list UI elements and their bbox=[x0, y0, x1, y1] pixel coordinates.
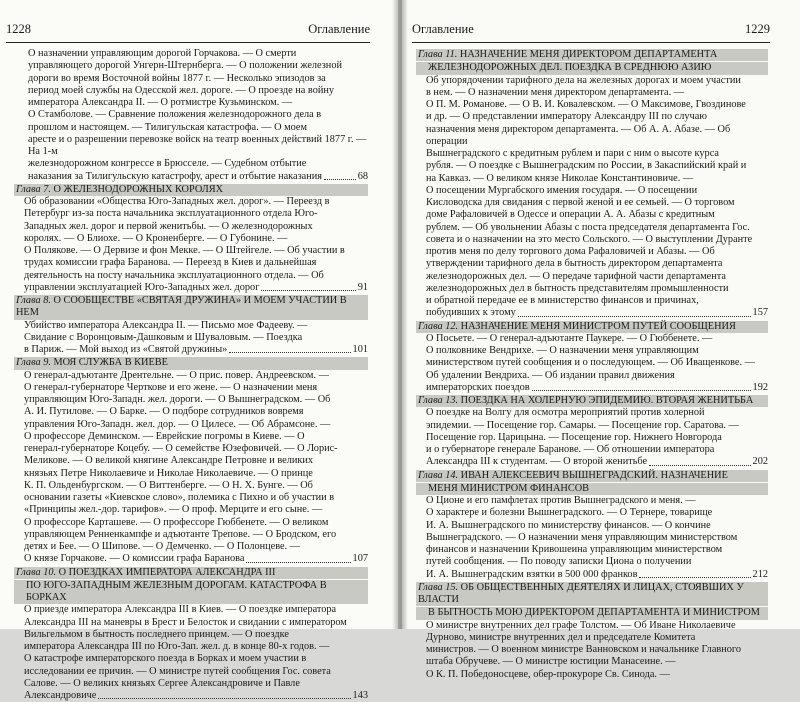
summary-line: управления Юго-Западн. жел. дор. — О Цилесе. — Об Абрамсоне. — bbox=[24, 419, 368, 431]
chapter-heading bbox=[14, 184, 368, 196]
page-ref: 202 bbox=[753, 456, 768, 468]
summary-line: путей сообщения. — По поводу записки Циона о получении bbox=[426, 556, 768, 568]
chapter-heading bbox=[416, 470, 768, 482]
summary-line: А. И. Путилове. — О Барке. — О подборе сотрудников вовремя bbox=[24, 406, 368, 418]
chapter-summary bbox=[14, 48, 368, 183]
summary-last-line bbox=[426, 456, 768, 468]
summary-line: императора Александра III по Юго-Зап. жел. д. в конце 80-х годов. — bbox=[24, 641, 368, 653]
dot-leader bbox=[261, 290, 355, 291]
summary-line: против меня по делу торгового дома Рафаловичей и Абазы. — Об bbox=[426, 246, 768, 258]
toc-entry bbox=[416, 470, 768, 581]
right-page bbox=[402, 0, 800, 629]
chapter-summary bbox=[416, 495, 768, 581]
summary-line: И. А. Вышнеградского по министерству финансов. — О кончине bbox=[426, 520, 768, 532]
summary-line: Об образовании «Общества Юго-Западных жел. дорог». — Переезд в bbox=[24, 196, 368, 208]
chapter-heading bbox=[14, 357, 368, 369]
dot-leader bbox=[246, 562, 350, 563]
summary-line: Об удалении Вендриха. — Об издании правил движения bbox=[426, 370, 768, 382]
chapter-heading bbox=[416, 582, 768, 607]
summary-last-line bbox=[24, 282, 368, 294]
summary-line: трудах комиссии графа Баранова. — Переезд в Киев и дальнейшая bbox=[24, 257, 368, 269]
summary-line: исследовании ее причин. — О министре путей сообщения Гос. совета bbox=[24, 666, 368, 678]
summary-line: Дурново, министре внутренних дел и председателе Комитета bbox=[426, 632, 768, 644]
summary-line: Западных жел. дорог и первой женитьбы. — О железнодорожных bbox=[24, 221, 368, 233]
summary-line: в Париж. — Мой выход из «Святой дружины» bbox=[24, 344, 227, 356]
summary-line: штаба Обручеве. — О министре юстиции Манасеине. — bbox=[426, 656, 768, 668]
summary-line: Об упорядочении тарифного дела на железных дорогах и моем участии bbox=[426, 75, 768, 87]
running-title: Оглавление bbox=[308, 22, 370, 37]
running-title: Оглавление bbox=[412, 22, 474, 37]
summary-line: И. А. Вышнеградским взятки в 500 000 франков bbox=[426, 569, 637, 581]
summary-line: и обратной передаче ее в министерство финансов и причинах, bbox=[426, 295, 768, 307]
chapter-heading bbox=[14, 580, 368, 605]
summary-last-line bbox=[426, 382, 768, 394]
summary-line: в нем. — О назначении меня директором департамента. — bbox=[426, 87, 768, 99]
summary-line: Убийство императора Александра II. — Письмо мое Фадееву. — bbox=[24, 320, 368, 332]
summary-line: и др. — О представлении императору Александру III по случаю bbox=[426, 111, 768, 123]
summary-line: детях и Бее. — О Шипове. — О Демченко. — О Полонцеве. — bbox=[24, 541, 368, 553]
summary-line: деятельность на посту начальника эксплуатационного отдела. — Об bbox=[24, 270, 368, 282]
page-ref: 143 bbox=[353, 690, 368, 702]
chapter-title-line: О ПОЕЗДКАХ ИМПЕРАТОРА АЛЕКСАНДРА III bbox=[59, 567, 276, 578]
dot-leader bbox=[532, 390, 751, 391]
summary-line: управляющем Ренненкампфе и адъютанте Трепове. — О Бродском, его bbox=[24, 529, 368, 541]
page-ref: 212 bbox=[753, 569, 768, 581]
summary-line: Меликове. — О великой княгине Александре Петровне и великих bbox=[24, 455, 368, 467]
summary-line: рубля. — О поездке с Вышнеградским по России, в Закаспийский край и bbox=[426, 160, 768, 172]
chapter-number: Глава 15. bbox=[418, 582, 458, 593]
summary-line: О приезде императора Александра III в Киев. — О поездке императора bbox=[24, 604, 368, 616]
summary-line: рублем. — Об увольнении Абазы с поста председателя департамента Гос. bbox=[426, 222, 768, 234]
summary-last-line bbox=[24, 553, 368, 565]
chapter-title-line: ПОЕЗДКА НА ХОЛЕРНУЮ ЭПИДЕМИЮ. ВТОРАЯ ЖЕНИТЬБА bbox=[461, 395, 754, 406]
summary-last-line bbox=[426, 569, 768, 581]
toc-entry bbox=[14, 357, 368, 565]
summary-line: О катастрофе императорского поезда в Борках и моем участии в bbox=[24, 653, 368, 665]
toc-entry bbox=[14, 184, 368, 294]
chapter-heading bbox=[14, 567, 368, 579]
dot-leader bbox=[98, 698, 350, 699]
page-number: 1229 bbox=[745, 22, 770, 37]
dot-leader bbox=[518, 316, 751, 317]
summary-line: О Полякове. — О Дервизе и фон Мекке. — О Штейгеле. — Об участии в bbox=[24, 245, 368, 257]
summary-line: основании газеты «Киевское слово», полемика с Пихно и об участии в bbox=[24, 492, 368, 504]
summary-line: О Ционе и его памфлетах против Вышнеградского и меня. — bbox=[426, 495, 768, 507]
chapter-title-line: О СООБЩЕСТВЕ «СВЯТАЯ ДРУЖИНА» И МОЕМ УЧАСТИИ В НЕМ bbox=[16, 295, 347, 318]
page-ref: 91 bbox=[358, 282, 368, 294]
summary-line: О Стамболове. — Сравнение положения железнодорожного дела в bbox=[28, 109, 368, 121]
toc-entry bbox=[14, 48, 368, 183]
summary-line: Салове. — О великих князьях Сергее Александровиче и Павле bbox=[24, 678, 368, 690]
header-rule bbox=[412, 42, 770, 43]
toc-entry bbox=[416, 582, 768, 681]
summary-line: «Принципы жел.-дор. тарифов». — О проф. Мерците и его сыне. — bbox=[24, 504, 368, 516]
summary-line: императора Александра II. — О ротмистре Кузьминском. — bbox=[28, 97, 368, 109]
chapter-title-line: ИВАН АЛЕКСЕЕВИЧ ВЫШНЕГРАДСКИЙ. НАЗНАЧЕНИЕ bbox=[461, 470, 728, 481]
summary-line: на Кавказ. — О великом князе Николае Константиновиче. — bbox=[426, 173, 768, 185]
summary-line: эпидемии. — Посещение гор. Самары. — Посещение гор. Саратова. — bbox=[426, 420, 768, 432]
summary-line: О К. П. Победоносцеве, обер-прокуроре Св. Синода. — bbox=[426, 669, 768, 681]
summary-line: Свидание с Воронцовым-Дашковым и Шуваловым. — Поездка bbox=[24, 332, 368, 344]
chapter-summary bbox=[416, 620, 768, 681]
chapter-title-line: О ЖЕЛЕЗНОДОРОЖНЫХ КОРОЛЯХ bbox=[54, 184, 224, 195]
summary-line: период моей службы на Одесской жел. дороге. — О проезде на войну bbox=[28, 85, 368, 97]
summary-line: Александра III на маневры в Брест и Белосток и свидании с императором bbox=[24, 617, 368, 629]
page-ref: 192 bbox=[753, 382, 768, 394]
summary-line: императорских поездов bbox=[426, 382, 530, 394]
dot-leader bbox=[649, 465, 750, 466]
chapter-summary bbox=[14, 370, 368, 566]
summary-line: Александра III к студентам. — О второй женитьбе bbox=[426, 456, 647, 468]
summary-line: побудивших к этому bbox=[426, 307, 516, 319]
summary-line: Вышнеградского с кредитным рублем и пари с ним о высоте курса bbox=[426, 148, 768, 160]
summary-line: О министре внутренних дел графе Толстом. — Об Иване Николаевиче bbox=[426, 620, 768, 632]
chapter-number: Глава 11. bbox=[418, 49, 457, 60]
header-rule bbox=[6, 42, 370, 43]
summary-line: О полковнике Вендрихе. — О назначении меня управляющим bbox=[426, 345, 768, 357]
summary-line: королях. — О Блиохе. — О Кроненберге. — О Губонине. — bbox=[24, 233, 368, 245]
chapter-title-line: НАЗНАЧЕНИЕ МЕНЯ ДИРЕКТОРОМ ДЕПАРТАМЕНТА bbox=[460, 49, 717, 60]
summary-line: управляющим Юго-Западн. жел. дороги. — О Вышнеградском. — Об bbox=[24, 394, 368, 406]
dot-leader bbox=[229, 352, 350, 353]
toc-entry bbox=[14, 567, 368, 702]
summary-line: О профессоре Деминском. — Еврейские погромы в Киеве. — О bbox=[24, 431, 368, 443]
chapter-title-line: ОБ ОБЩЕСТВЕННЫХ ДЕЯТЕЛЯХ И ЛИЦАХ, СТОЯВШИХ У ВЛАСТИ bbox=[418, 582, 744, 605]
summary-line: О генерал-адъютанте Дрентельне. — О прис. повер. Андреевском. — bbox=[24, 370, 368, 382]
chapter-number: Глава 7. bbox=[16, 184, 51, 195]
summary-line: О посещении Мургабского имения государя. — О посещении bbox=[426, 185, 768, 197]
chapter-summary bbox=[416, 407, 768, 468]
chapter-title-line: МОЯ СЛУЖБА В КИЕВЕ bbox=[54, 357, 168, 368]
chapter-summary bbox=[416, 75, 768, 320]
book-gutter-shadow bbox=[392, 0, 408, 629]
chapter-heading bbox=[14, 295, 368, 320]
summary-line: О поездке на Волгу для осмотра мероприятий против холерной bbox=[426, 407, 768, 419]
chapter-heading bbox=[416, 62, 768, 74]
summary-line: князьях Петре Николаевиче и Николае Николаевиче. — О принце bbox=[24, 468, 368, 480]
summary-line: Вышнеградского. — О назначении меня управляющим министерством bbox=[426, 532, 768, 544]
page-ref: 101 bbox=[353, 344, 368, 356]
page-ref: 68 bbox=[358, 171, 368, 183]
summary-line: министерством путей сообщения и о последующем. — Об Иващенкове. — bbox=[426, 357, 768, 369]
summary-line: Александровиче bbox=[24, 690, 96, 702]
summary-line: Кисловодска для свидания с первой женой и ее семьей. — О торговом bbox=[426, 197, 768, 209]
page-ref: 157 bbox=[753, 307, 768, 319]
chapter-title-line: ЖЕЛЕЗНОДОРОЖНЫХ ДЕЛ. ПОЕЗДКА В СРЕДНЮЮ АЗИЮ bbox=[428, 62, 711, 73]
dot-leader bbox=[324, 179, 356, 180]
toc-right-content bbox=[416, 48, 768, 681]
summary-line: утверждении тарифного дела в бытность директором департамента bbox=[426, 258, 768, 270]
chapter-heading bbox=[416, 395, 768, 407]
chapter-heading bbox=[416, 483, 768, 495]
chapter-number: Глава 9. bbox=[16, 357, 51, 368]
summary-last-line bbox=[24, 690, 368, 702]
summary-line: железнодорожных дел. — О передаче тарифной части департамента bbox=[426, 271, 768, 283]
chapter-heading bbox=[416, 321, 768, 333]
summary-line: О назначении управляющим дорогой Горчакова. — О смерти bbox=[28, 48, 368, 60]
chapter-summary bbox=[14, 604, 368, 702]
chapter-heading bbox=[416, 607, 768, 619]
summary-line: О князе Горчакове. — О комиссии графа Баранова bbox=[24, 553, 244, 565]
summary-line: О генерал-губернаторе Черткове и его жене. — О назначении меня bbox=[24, 382, 368, 394]
summary-line: наказания за Тилигульскую катастрофу, арест и отбытие наказания bbox=[28, 171, 322, 183]
chapter-number: Глава 10. bbox=[16, 567, 56, 578]
summary-line: дороги во время Восточной войны 1877 г. — Несколько эпизодов за bbox=[28, 73, 368, 85]
summary-line: управляющего дорогой Унгерн-Штернберга. — О положении железной bbox=[28, 60, 368, 72]
right-page-header bbox=[412, 22, 770, 40]
summary-line: совета и о назначении на это место Сольского. — О выступлении Дуранте bbox=[426, 234, 768, 246]
chapter-number: Глава 12. bbox=[418, 321, 458, 332]
chapter-title-line: ПО ЮГО-ЗАПАДНЫМ ЖЕЛЕЗНЫМ ДОРОГАМ. КАТАСТРОФА В БОРКАХ bbox=[26, 580, 327, 603]
chapter-number: Глава 14. bbox=[418, 470, 458, 481]
chapter-summary bbox=[14, 320, 368, 357]
summary-line: назначения меня директором департамента. — Об А. А. Абазе. — Об операции bbox=[426, 124, 768, 149]
summary-line: железнодорожных дел в бытность представителям промышленности bbox=[426, 283, 768, 295]
page-number: 1228 bbox=[6, 22, 31, 37]
summary-line: министров. — О военном министре Ванновском и начальнике Главного bbox=[426, 644, 768, 656]
chapter-number: Глава 8. bbox=[16, 295, 51, 306]
toc-entry bbox=[416, 395, 768, 469]
left-page bbox=[0, 0, 398, 629]
summary-line: доме Рафаловичей в Одессе и операции А. А. Абазы с кредитным bbox=[426, 209, 768, 221]
left-page-header bbox=[6, 22, 370, 40]
chapter-summary bbox=[14, 196, 368, 294]
summary-line: Посещение гор. Царицына. — Посещение гор. Нижнего Новгорода bbox=[426, 432, 768, 444]
toc-entry bbox=[14, 295, 368, 356]
summary-line: генерал-губернаторе Коцебу. — О семействе Юзефовичей. — О Лорис- bbox=[24, 443, 368, 455]
summary-line: О Посьете. — О генерал-адъютанте Паукере. — О Гюббенете. — bbox=[426, 333, 768, 345]
chapter-summary bbox=[416, 333, 768, 394]
dot-leader bbox=[639, 577, 750, 578]
chapter-title-line: НАЗНАЧЕНИЕ МЕНЯ МИНИСТРОМ ПУТЕЙ СООБЩЕНИЯ bbox=[461, 321, 736, 332]
summary-line: и о губернаторе генерале Баранове. — Об отношении императора bbox=[426, 444, 768, 456]
chapter-number: Глава 13. bbox=[418, 395, 458, 406]
toc-entry bbox=[416, 49, 768, 320]
summary-last-line bbox=[24, 344, 368, 356]
chapter-title-line: В БЫТНОСТЬ МОЮ ДИРЕКТОРОМ ДЕПАРТАМЕНТА И МИНИСТРОМ bbox=[428, 607, 760, 618]
chapter-title-line: МЕНЯ МИНИСТРОМ ФИНАНСОВ bbox=[428, 483, 589, 494]
summary-line: О характере и болезни Вышнеградского. — О Тернере, товарище bbox=[426, 507, 768, 519]
toc-left-content bbox=[14, 48, 368, 702]
summary-line: О П. М. Романове. — О В. И. Ковалевском. — О Максимове, Гвоздинове bbox=[426, 99, 768, 111]
summary-line: железнодорожном конгрессе в Брюсселе. — Судебном отбытие bbox=[28, 158, 368, 170]
page-ref: 107 bbox=[353, 553, 368, 565]
summary-line: К. П. Ольденбургском. — О Виттенберге. — О Н. Х. Бунге. — Об bbox=[24, 480, 368, 492]
summary-line: О профессоре Карташеве. — О профессоре Гюббенете. — О великом bbox=[24, 517, 368, 529]
summary-line: аресте и о разрешении перевозке войск на театр военных действий 1877 г. — На 1-м bbox=[28, 134, 368, 159]
summary-line: прошлом и настоящем. — Тилигульская катастрофа. — О моем bbox=[28, 122, 368, 134]
summary-last-line bbox=[426, 307, 768, 319]
summary-line: финансов и назначении Кривошеина управляющим министерством bbox=[426, 544, 768, 556]
summary-last-line bbox=[28, 171, 368, 183]
summary-line: Вильгельмом в бытность последнего принцем. — О поездке bbox=[24, 629, 368, 641]
summary-line: Петербург из-за поста начальника эксплуатационного отдела Юго- bbox=[24, 208, 368, 220]
toc-entry bbox=[416, 321, 768, 395]
chapter-heading bbox=[416, 49, 768, 61]
summary-line: управлении эксплуатацией Юго-Западных жел. дорог bbox=[24, 282, 259, 294]
